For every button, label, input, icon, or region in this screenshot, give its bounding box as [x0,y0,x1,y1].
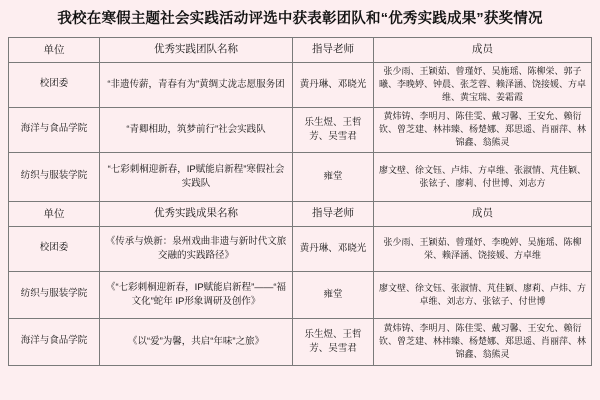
header-teacher: 指导老师 [293,37,374,62]
table-row [9,318,592,365]
header-unit: 单位 [9,201,100,226]
cell-unit: 纺织与服装学院 [9,152,100,201]
cell-unit: 海洋与食品学院 [9,318,100,365]
cell-members: 张少雨、王颖茹、曾瑾妤、李晚婷、吴施瑶、陈柳栄、赖泽涵、饶接媛、方卓维 [374,226,592,271]
table-row [9,107,592,152]
table-header-results [9,201,592,226]
cell-unit: 纺织与服装学院 [9,271,100,318]
page-title: 我校在寒假主题社会实践活动评选中获表彰团队和“优秀实践成果”获奖情况 [57,11,543,27]
cell-result-name: 《“七彩刺桐迎新春，IP赋能启新程”——“福文化”蛇年 IP形象调研及创作》 [100,271,293,318]
cell-team-name: “非遗传薪，青春有为”黄绸丈泷志愿服务团 [100,62,293,107]
header-teacher: 指导老师 [293,201,374,226]
cell-unit: 校团委 [9,226,100,271]
cell-result-name: 《传承与焕新：泉州戏曲非遗与新时代文旅交融的实践路径》 [100,226,293,271]
cell-members: 黄炜铸、李明月、陈佳雯、戴习馨、王安允、赖衍钦、曾芝建、林祎臻、杨楚娜、郑思遥、肖丽萍、林锦鑫、翁熊灵 [374,107,592,152]
cell-team-name: “青卿相助，筑梦前行”社会实践队 [100,107,293,152]
cell-members: 廖文壁、徐文钰、张淑情、芃佳颖、廖莉、卢炜、方卓维、刘志方、张铉子、付世博 [374,271,592,318]
cell-members: 廖文壁、徐文钰、卢炜、方卓维、张淑情、芃佳颖、张铉子、廖莉、付世博、刘志方 [374,152,592,201]
table-row [9,152,592,201]
cell-teacher: 黄丹琳、邓晓光 [293,226,374,271]
cell-members: 黄炜铸、李明月、陈佳雯、戴习馨、王安允、赖衍钦、曾芝建、林祎臻、杨楚娜、郑思遥、肖丽萍、林锦鑫、翁熊灵 [374,318,592,365]
table-row [9,62,592,107]
cell-unit: 校团委 [9,62,100,107]
cell-teacher: 雍堂 [293,152,374,201]
cell-teacher: 乐生煜、王哲芳、吴雪君 [293,318,374,365]
cell-teacher: 雍堂 [293,271,374,318]
header-unit: 单位 [9,37,100,62]
award-table [8,37,592,366]
cell-teacher: 乐生煜、王哲芳、吴雪君 [293,107,374,152]
header-result-name: 优秀实践成果名称 [100,201,293,226]
cell-result-name: 《以“爱”为馨，共启“年味”之旅》 [100,318,293,365]
header-members: 成员 [374,201,592,226]
header-members: 成员 [374,37,592,62]
header-team-name: 优秀实践团队名称 [100,37,293,62]
table-header-teams [9,37,592,62]
table-row [9,226,592,271]
cell-unit: 海洋与食品学院 [9,107,100,152]
table-row [9,271,592,318]
cell-team-name: “七彩刺桐迎新春，IP赋能启新程”寒假社会实践队 [100,152,293,201]
cell-teacher: 黄丹琳、邓晓光 [293,62,374,107]
cell-members: 张少雨、王颖茹、曾瑾妤、吴施瑶、陈柳栄、郭子曦、李晚婷、钟晨、张芝蓉、赖泽涵、饶接媛、方卓维、黄宝瑞、姜霜霞 [374,62,592,107]
